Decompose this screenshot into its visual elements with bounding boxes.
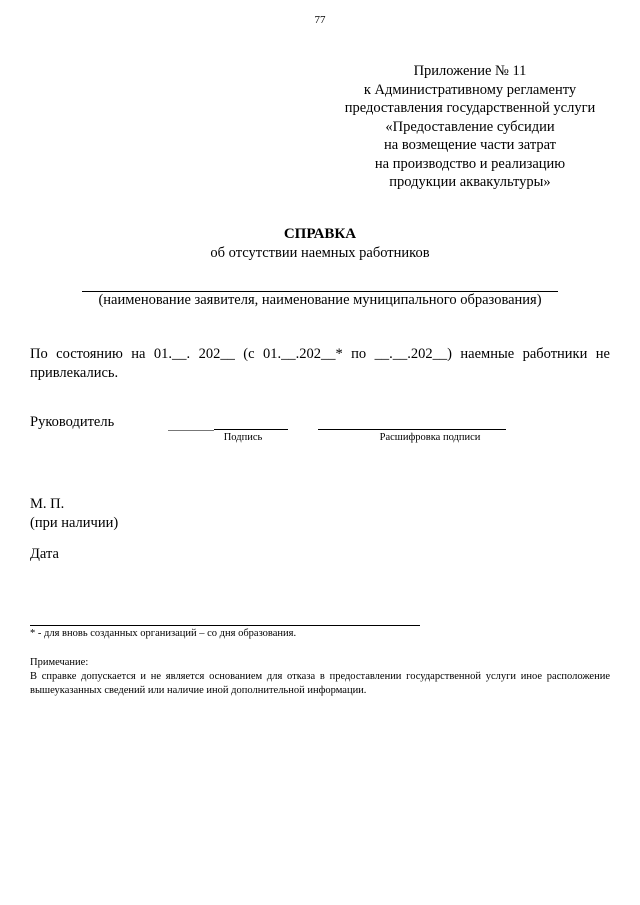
note-text: В справке допускается и не является основанием для отказа в предоставлении государственной услуги иное расположение вышеуказанных сведений или наличие иной дополнительной информации. [30, 671, 610, 696]
statement-text: По состоянию на 01.__. 202__ (с 01.__.202__* по __.__.202__) наемные работники не привлекались. [30, 346, 610, 381]
appendix-line: на возмещение части затрат [384, 137, 556, 153]
appendix-line: предоставления государственной услуги [344, 100, 596, 116]
appendix-line: к Административному регламенту [363, 81, 577, 98]
document-subtitle: об отсутствии наемных работников [210, 245, 430, 261]
stamp-block [30, 495, 118, 533]
appendix-line: продукции аквакультуры» [389, 174, 551, 190]
footnote-text: * - для вновь созданных организаций – со дня образования. [30, 628, 297, 639]
document-title: СПРАВКА [283, 226, 357, 242]
stamp-label: М. П. [30, 496, 65, 512]
footnote-divider [30, 625, 420, 626]
appendix-line: Приложение № 11 [413, 63, 527, 79]
appendix-line: на производство и реализацию [374, 155, 566, 172]
page-number: 77 [314, 14, 326, 26]
date-label: Дата [30, 546, 59, 562]
note-heading: Примечание: [30, 657, 89, 668]
signature-caption: Подпись [223, 432, 263, 443]
signature-line [214, 429, 288, 430]
appendix-header [320, 62, 620, 192]
decoding-caption: Расшифровка подписи [379, 432, 481, 443]
stamp-note: (при наличии) [30, 515, 119, 531]
applicant-hint: (наименование заявителя, наименование муниципального образования) [98, 292, 542, 308]
signature-decoding-line [318, 429, 506, 430]
head-label: Руководитель [30, 414, 115, 430]
appendix-line: «Предоставление субсидии [385, 118, 555, 135]
signature-line-lead [168, 430, 214, 431]
